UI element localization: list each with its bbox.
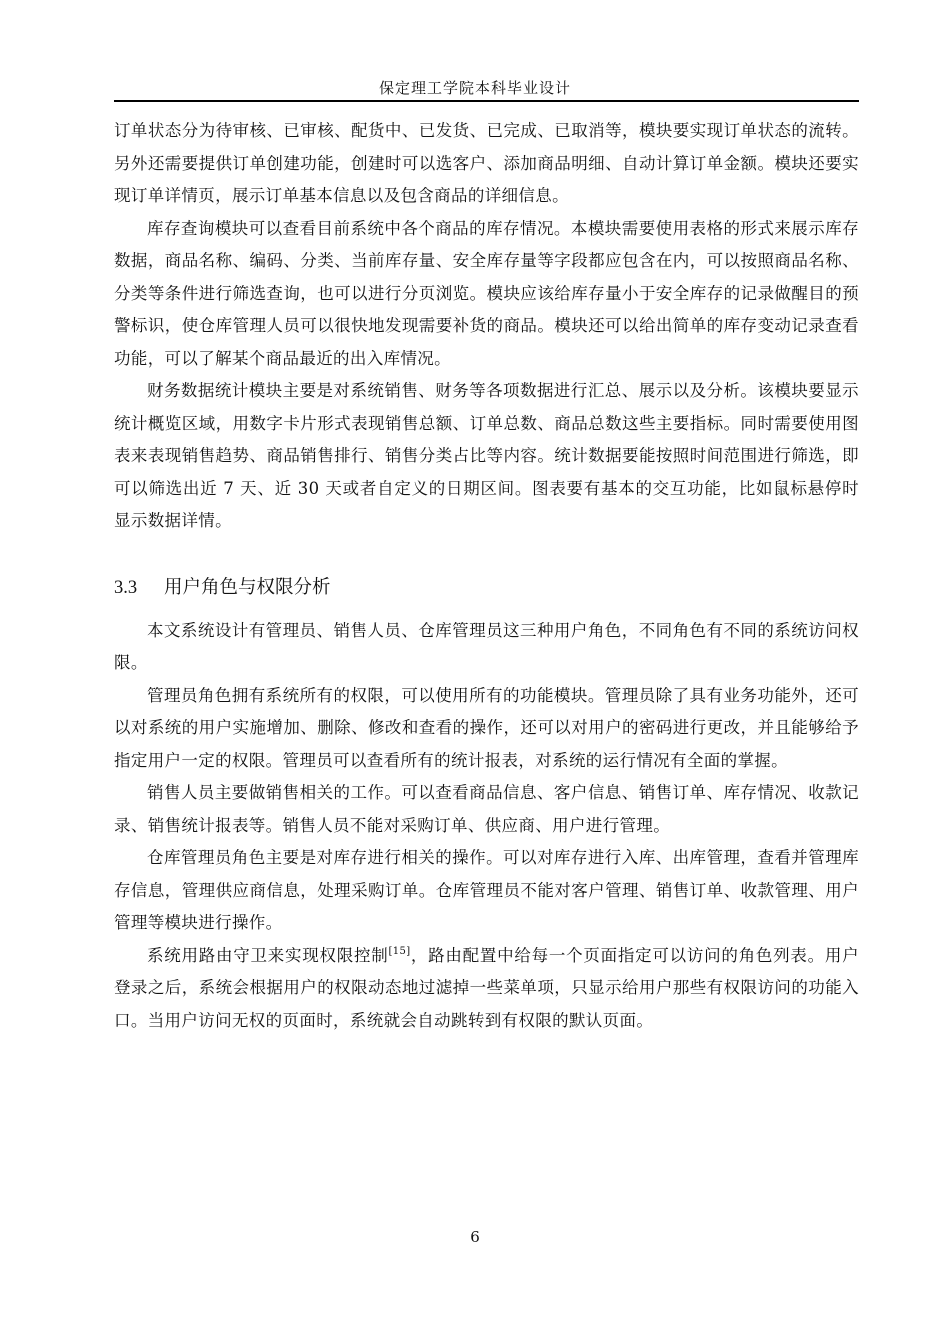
- section-number: 3.3: [114, 577, 138, 598]
- paragraph: 本文系统设计有管理员、销售人员、仓库管理员这三种用户角色，不同角色有不同的系统访问权限。: [114, 620, 859, 672]
- paragraph: 仓库管理员角色主要是对库存进行相关的操作。可以对库存进行入库、出库管理，查看并管理库存信息，管理供应商信息，处理采购订单。仓库管理员不能对客户管理、销售订单、收款管理、用户管理等模块进行操作。: [114, 848, 859, 932]
- paragraph: 库存查询模块可以查看目前系统中各个商品的库存情况。本模块需要使用表格的形式来展示库存数据，商品名称、编码、分类、当前库存量、安全库存量等字段都应包含在内，可以按照商品名称、分类等条件进行筛选查询，也可以进行分页浏览。模块应该给库存量小于安全库存的记录做醒目的预警标识，使仓库管理人员可以很快地发现需要补货的商品。模块还可以给出简单的库存变动记录查看功能，可以了解某个商品最近的出入库情况。: [114, 218, 859, 368]
- paragraph: [114, 940, 859, 1038]
- section-title: 用户角色与权限分析: [164, 576, 331, 598]
- paragraph: 销售人员主要做销售相关的工作。可以查看商品信息、客户信息、销售订单、库存情况、收款记录、销售统计报表等。销售人员不能对采购订单、供应商、用户进行管理。: [114, 783, 859, 835]
- header-rule: [114, 100, 859, 102]
- page-number: 6: [470, 1228, 480, 1246]
- paragraph-text: ，路由配置中给每一个页面指定可以访问的角色列表。用户登录之后，系统会根据用户的权限动态地过滤掉一些菜单项，只显示给用户那些有权限访问的功能入口。当用户访问无权的页面时，系统就会自动跳转到有权限的默认页面。: [114, 945, 859, 1030]
- citation-marker: [15]: [388, 945, 411, 957]
- running-header: 保定理工学院本科毕业设计: [378, 79, 571, 97]
- paragraph: 管理员角色拥有系统所有的权限，可以使用所有的功能模块。管理员除了具有业务功能外，还可以对系统的用户实施增加、删除、修改和查看的操作，还可以对用户的密码进行更改，并且能够给予指定用户一定的权限。管理员可以查看所有的统计报表，对系统的运行情况有全面的掌握。: [114, 685, 859, 770]
- page-body: [114, 115, 859, 1037]
- paragraph: 订单状态分为待审核、已审核、配货中、已发货、已完成、已取消等，模块要实现订单状态的流转。另外还需要提供订单创建功能，创建时可以选客户、添加商品明细、自动计算订单金额。模块还要实现订单详情页，展示订单基本信息以及包含商品的详细信息。: [114, 121, 859, 205]
- paragraph-text: 系统用路由守卫来实现权限控制: [147, 945, 389, 965]
- section-heading: [114, 571, 859, 605]
- paragraph: 财务数据统计模块主要是对系统销售、财务等各项数据进行汇总、展示以及分析。该模块要显示统计概览区域，用数字卡片形式表现销售总额、订单总数、商品总数这些主要指标。同时需要使用图表来表现销售趋势、商品销售排行、销售分类占比等内容。统计数据要能按照时间范围进行筛选，即可以筛选出近 7 天、近 30 天或者自定义的日期区间。图表要有基本的交互功能，比如鼠标悬停时显示数据详情。: [114, 381, 859, 530]
